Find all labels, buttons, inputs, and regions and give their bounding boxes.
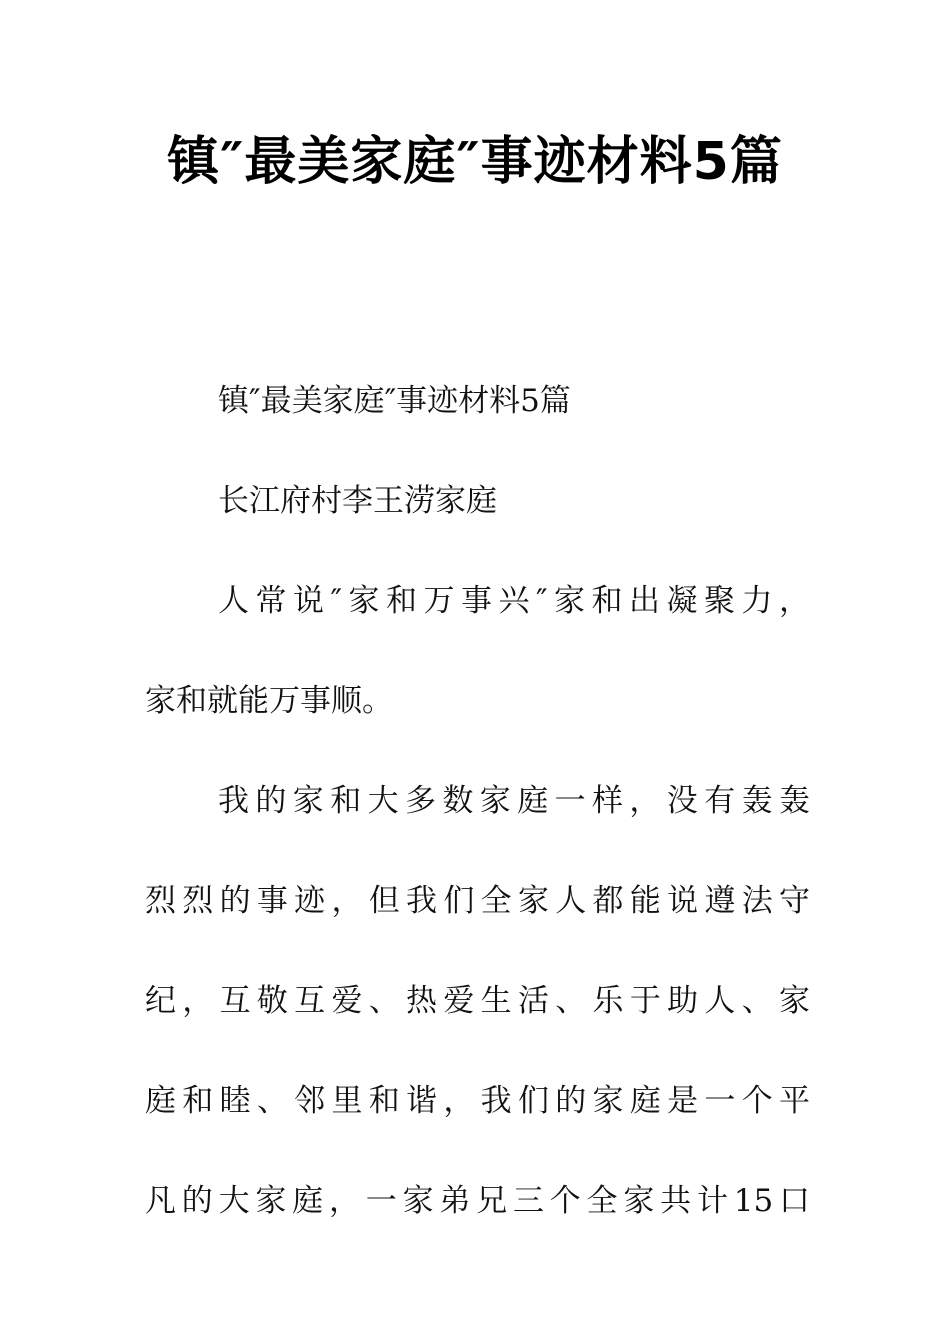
document-title: 镇″最美家庭″事迹材料5篇 [167, 132, 783, 192]
body-line: 凡的大家庭，一家弟兄三个全家共计15口 [145, 1183, 810, 1219]
body-line: 纪，互敬互爱、热爱生活、乐于助人、家 [145, 983, 810, 1019]
body-line: 家和就能万事顺。 [145, 683, 393, 719]
body-line: 我的家和大多数家庭一样，没有轰轰 [218, 783, 810, 819]
body-line-subtitle: 镇″最美家庭″事迹材料5篇 [218, 383, 571, 419]
body-line: 人常说″家和万事兴″家和出凝聚力， [218, 583, 810, 619]
body-line: 烈烈的事迹，但我们全家人都能说遵法守 [145, 883, 810, 919]
body-line: 庭和睦、邻里和谐，我们的家庭是一个平 [145, 1083, 810, 1119]
body-line-family-name: 长江府村李王涝家庭 [218, 483, 497, 519]
document-body [145, 371, 810, 1271]
